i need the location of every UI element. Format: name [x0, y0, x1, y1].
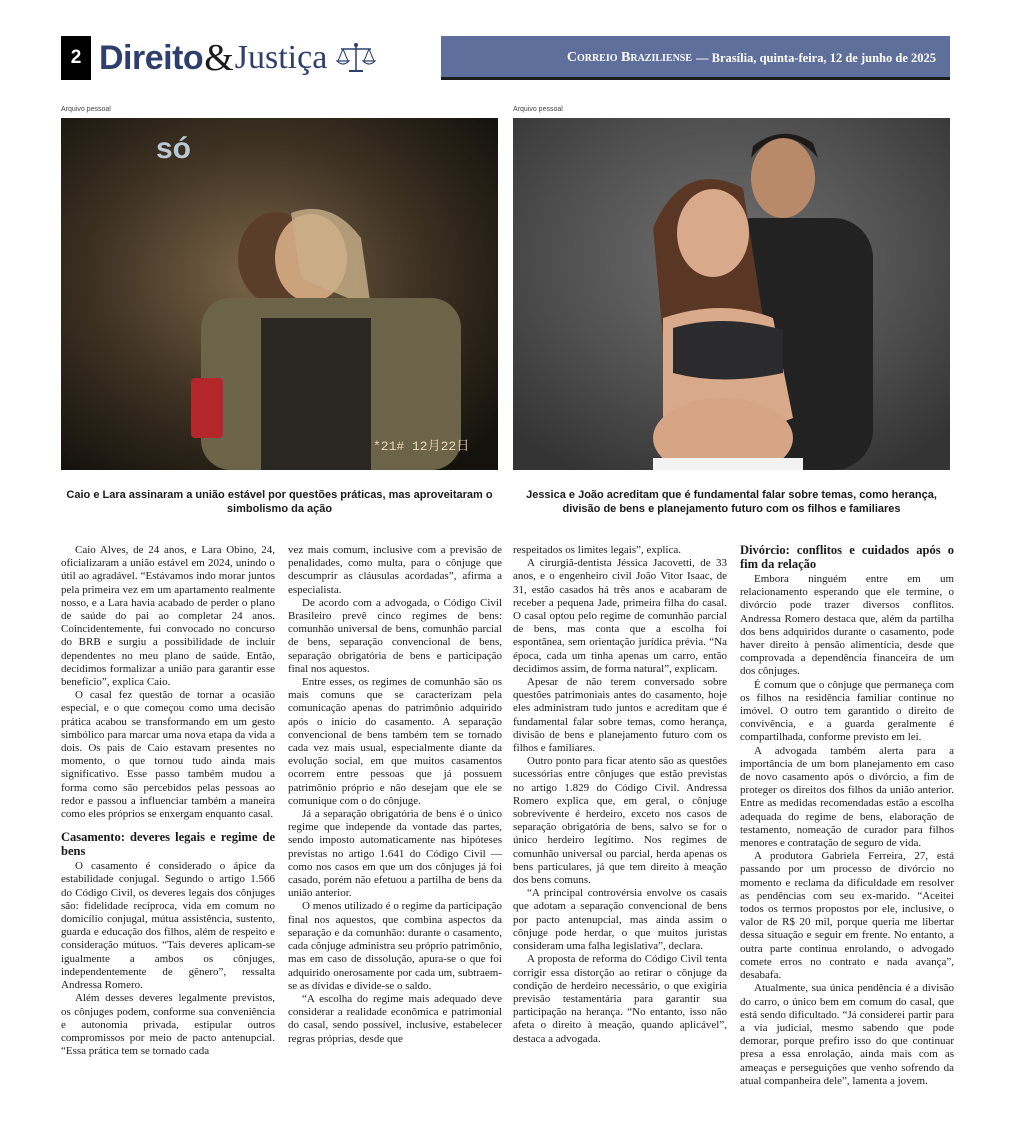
- couple-photo-illustration-right: [513, 118, 950, 470]
- subheading-divorcio: Divórcio: conflitos e cuidados após o fim da relação: [740, 543, 954, 571]
- paragraph: “A escolha do regime mais adequado deve considerar a realidade econômica e patrimonial do casal, sendo possível, inclusive, estabelecer regras próprias, desde que: [288, 992, 502, 1045]
- section-header: [61, 36, 950, 80]
- paragraph: Outro ponto para ficar atento são as questões sucessórias entre cônjuges que estão previstas no artigo 1.829 do Código Civil. Andressa Romero explica que, em geral, o cônjuge sobrevivente é herdeiro, exceto nos casos de separação obrigatória de bens, salvo se for o único herdeiro legítimo. Nos regimes de comunhão universal ou parcial, herda apenas os bens particulares, já que tem direito à meação dos bens comuns.: [513, 755, 727, 887]
- paragraph: A produtora Gabriela Ferreira, 27, está passando por um processo de divórcio no momento e reclama da dificuldade em resolver as pendências com seu ex-marido. “Aceitei todos os termos propostos por ele, inclusive, o valor de R$ 20 mil, porque queria me libertar dessa situação e seguir em frente. No entanto, a outra parte continua enrolando, o advogado comete erros no contrato e nada avança”, desabafa.: [740, 850, 954, 982]
- paragraph: Atualmente, sua única pendência é a divisão do carro, o único bem em comum do casal, que está sendo dificultado. “Já considerei partir para a via judicial, mesmo sabendo que pode demorar, porque prefiro isso do que continuar presa a essa enrolação, ainda mais com as ameaças e perseguições que venho sofrendo da atual companheira dele”, lamenta a jovem.: [740, 982, 954, 1087]
- section-title-amp: &: [204, 37, 234, 79]
- article-column-2: [288, 544, 502, 1046]
- section-title-part2: Justiça: [234, 39, 328, 76]
- paragraph: Entre esses, os regimes de comunhão são os mais comuns que se caracterizam pela comunicação apenas do patrimônio adquirido após o início do casamento. A separação convencional de bens também tem se tornado cada vez mais usual, especialmente diante da evolução social, em que muitos casamentos ocorrem entre pessoas que já possuem patrimônio próprio e não desejam que ele se comunique com o do cônjuge.: [288, 676, 502, 807]
- photo-date-stamp: *21# 12月22日: [373, 439, 470, 454]
- article-column-4: [740, 544, 954, 1088]
- scales-of-justice-icon: [335, 41, 377, 75]
- page-number: 2: [61, 36, 91, 80]
- svg-text:só: só: [156, 132, 192, 165]
- section-title: [91, 36, 441, 80]
- paragraph: Já a separação obrigatória de bens é o único regime que independe da vontade das partes, sendo imposto automaticamente nas hipóteses previstas no artigo 1.641 do Código Civil — como nos casos em que um dos cônjuges já foi casado, porém não efetuou a partilha de bens da união anterior.: [288, 808, 502, 900]
- photo-credit-right: Arquivo pessoal: [513, 106, 563, 113]
- article-column-1: [61, 544, 275, 1058]
- photo-jessica-joao: [513, 118, 950, 470]
- paragraph: Caio Alves, de 24 anos, e Lara Obino, 24, oficializaram a união estável em 2024, unindo o útil ao agradável. “Estávamos indo morar juntos pela primeira vez em um apartamento realmente nosso, e a Lara havia acabado de perder o plano de saúde do pai ao completar 24 anos. Coincidentemente, fui convocado no concurso do BRB e surgiu a possibilidade de incluir dependentes no meu plano de saúde. Então, decidimos formalizar a união para garantir esse benefício”, explica Caio.: [61, 544, 275, 689]
- paragraph: “A principal controvérsia envolve os casais que adotam a separação convencional de bens por pacto antenupcial, mas ainda assim o cônjuge pode herdar, o que muitos juristas consideram uma falha legislativa”, declara.: [513, 887, 727, 953]
- paragraph: O menos utilizado é o regime da participação final nos aquestos, que combina aspectos da separação e da comunhão: durante o casamento, cada cônjuge administra seu próprio patrimônio, mas em caso de dissolução, apura-se o que foi adquirido onerosamente por cada um, subtraem-se as dívidas e divide-se o saldo.: [288, 900, 502, 992]
- paragraph: A proposta de reforma do Código Civil tenta corrigir essa distorção ao retirar o cônjuge da condição de herdeiro necessário, o que exigiria previsão testamentária para garantir sua participação na herança. “No entanto, isso não afeta o direito à meação, quando aplicável”, destaca a advogada.: [513, 953, 727, 1045]
- photo-caption-right: Jessica e João acreditam que é fundamental falar sobre temas, como herança, divisão de bens e planejamento futuro com os filhos e familiares: [526, 489, 937, 515]
- dateline: — Brasília, quinta-feira, 12 de junho de 2025: [696, 50, 936, 65]
- newspaper-brand: Correio Braziliense: [566, 50, 693, 65]
- paragraph: De acordo com a advogada, o Código Civil Brasileiro prevê cinco regimes de bens: comunhão universal de bens, comunhão parcial de bens, separação convencional de bens, separação obrigatória de bens e participação final nos aquestos.: [288, 596, 502, 675]
- couple-photo-illustration-left: [61, 118, 498, 470]
- paragraph: vez mais comum, inclusive com a previsão de penalidades, como multa, para o cônjuge que descumprir as cláusulas acordadas”, afirma a especialista.: [288, 544, 502, 596]
- paragraph: A cirurgiã-dentista Jéssica Jacovetti, de 33 anos, e o engenheiro civil João Vitor Isaac, de 31, estão casados há três anos e acabaram de receber a pequena Jade, primeira filha do casal. O casal optou pelo regime de comunhão parcial de bens, mas conta que a escolha foi espontânea, sem orientação jurídica prévia. “Na época, cada um tinha apenas um carro, então decidimos assim, de forma natural”, explicam.: [513, 557, 727, 675]
- subheading-casamento: Casamento: deveres legais e regime de bens: [61, 830, 275, 858]
- paragraph: Embora ninguém entre em um relacionamento esperando que ele termine, o divórcio pode trazer diversos conflitos. Andressa Romero destaca que, além da partilha dos bens adquiridos durante o casamento, pode haver direito à pensão alimentícia, desde que comprovada a dependência financeira de um dos cônjuges.: [740, 573, 954, 678]
- photo-caption-left: Caio e Lara assinaram a união estável por questões práticas, mas aproveitaram o simbolismo da ação: [66, 489, 493, 515]
- paragraph: É comum que o cônjuge que permaneça com os filhos na residência familiar continue no imóvel. O outro tem garantido o direito de convivência, e a guarda geralmente é compartilhada, conforme previsto em lei.: [740, 678, 954, 744]
- paragraph: O casamento é considerado o ápice da estabilidade conjugal. Segundo o artigo 1.566 do Código Civil, os deveres legais dos cônjuges são: fidelidade recíproca, vida em comum no domicílio conjugal, mútua assistência, sustento, guarda e educação dos filhos, além de respeito e consideração mútuos. “Tais deveres aplicam-se igualmente a ambos os cônjuges, independentemente de gênero”, ressalta Andressa Romero.: [61, 860, 275, 992]
- paragraph: Apesar de não terem conversado sobre questões patrimoniais antes do casamento, hoje eles administram tudo juntos e acreditam que é fundamental falar sobre temas, como herança, divisão de bens e planejamento futuro com os filhos e familiares.: [513, 676, 727, 755]
- section-title-part1: Direito: [99, 38, 204, 77]
- paragraph: A advogada também alerta para a importância de um bom planejamento em caso de novo casamento após o divórcio, a fim de proteger os direitos dos filhos da união anterior. Entre as medidas recomendadas estão a escolha adequada do regime de bens, elaboração de testamento, nomeação de curador para filhos menores e contratação de seguro de vida.: [740, 744, 954, 850]
- masthead: [567, 36, 936, 80]
- photo-credit-left: Arquivo pessoal: [61, 106, 111, 113]
- article-column-3: [513, 544, 727, 1046]
- photo-caio-lara: [61, 118, 498, 470]
- paragraph: respeitados os limites legais”, explica.: [513, 544, 682, 556]
- paragraph: O casal fez questão de tornar a ocasião especial, e o que começou como uma decisão prática acabou se transformando em um gesto simbólico para marcar uma nova etapa da vida a dois. Os pais de Caio estavam presentes no momento, o que tornou tudo ainda mais significativo. Esse passo também mudou a forma como são percebidos pelas pessoas ao redor e passou a influenciar também a maneira como eles próprios se enxergam enquanto casal.: [61, 689, 275, 821]
- paragraph: Além desses deveres legalmente previstos, os cônjuges podem, conforme sua conveniência e autonomia privada, estipular outros compromissos por meio de pacto antenupcial. “Essa prática tem se tornado cada: [61, 992, 275, 1058]
